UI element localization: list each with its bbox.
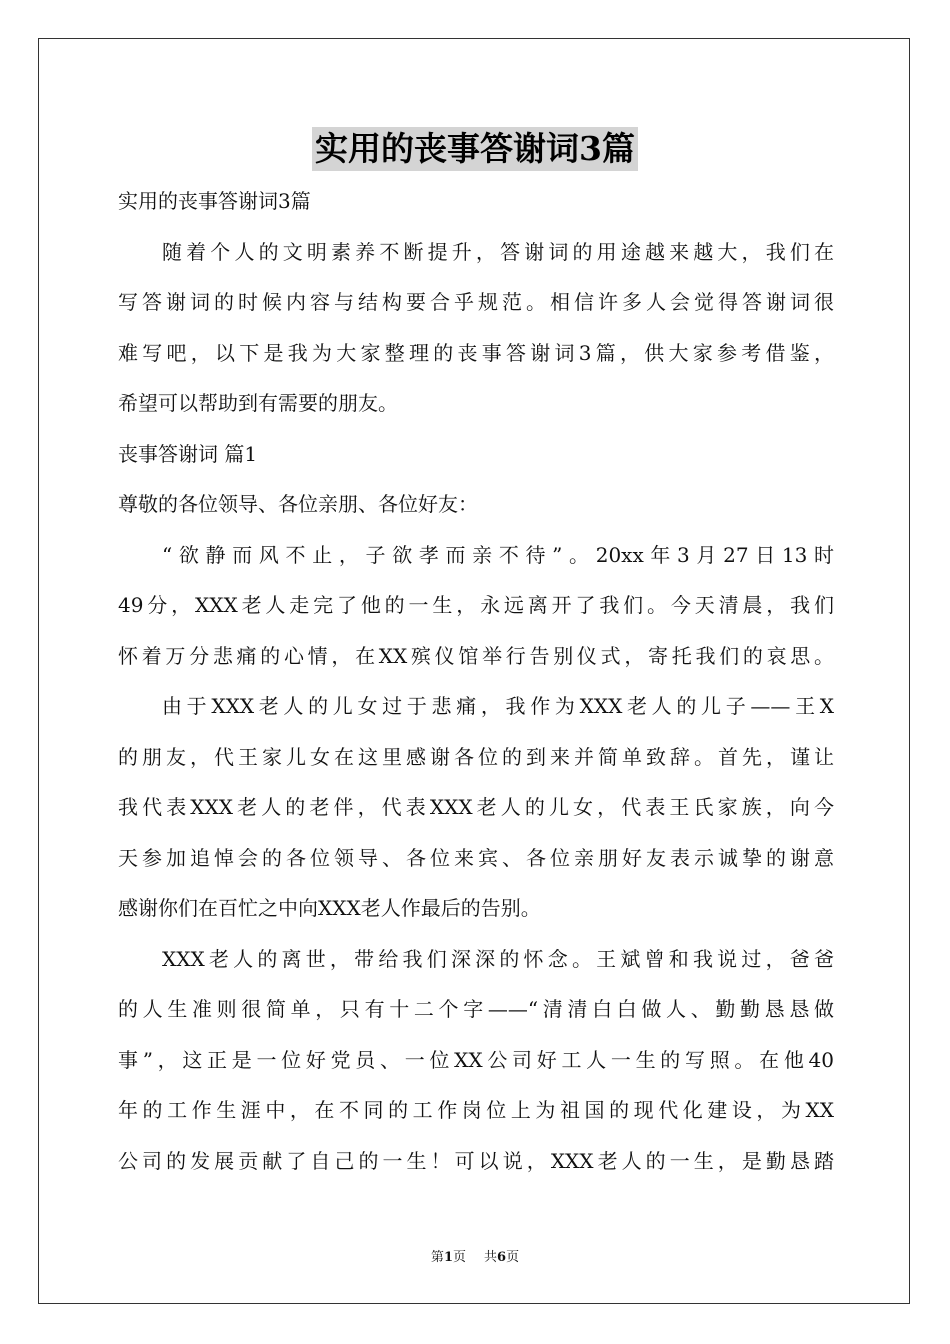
- title-container: [0, 127, 950, 171]
- text-line: 的朋友，代王家儿女在这里感谢各位的到来并简单致辞。首先，谨让: [118, 744, 834, 769]
- footer-total-pages: 6: [497, 1250, 507, 1265]
- text-line: 难写吧，以下是我为大家整理的丧事答谢词3篇，供大家参考借鉴，: [118, 340, 834, 365]
- text-line: 由于XXX老人的儿女过于悲痛，我作为XXX老人的儿子——王X: [162, 694, 834, 718]
- page-footer: [0, 1246, 950, 1265]
- text-line: 感谢你们在百忙之中向XXX老人作最后的告别。: [118, 896, 541, 920]
- text-line: 写答谢词的时候内容与结构要合乎规范。相信许多人会觉得答谢词很: [118, 290, 834, 314]
- text-line: 我代表XXX老人的老伴，代表XXX老人的儿女，代表王氏家族，向今: [118, 795, 834, 819]
- text-line: 事”，这正是一位好党员、一位XX公司好工人一生的写照。在他40: [118, 1047, 834, 1072]
- text-line: 天参加追悼会的各位领导、各位来宾、各位亲朋好友表示诚挚的谢意: [118, 845, 834, 870]
- text-line: 随着个人的文明素养不断提升，答谢词的用途越来越大，我们在: [162, 239, 834, 264]
- text-line: 49分，XXX老人走完了他的一生，永远离开了我们。今天清晨，我们: [118, 593, 834, 617]
- text-line: 年的工作生涯中，在不同的工作岗位上为祖国的现代化建设，为XX: [118, 1098, 834, 1122]
- document-body: [118, 176, 834, 1186]
- footer-page-prefix: 第: [430, 1250, 444, 1265]
- text-line: XXX老人的离世，带给我们深深的怀念。王斌曾和我说过，爸爸: [162, 946, 834, 971]
- text-line: 实用的丧事答谢词3篇: [118, 189, 311, 213]
- text-line: 希望可以帮助到有需要的朋友。: [118, 391, 398, 415]
- text-line: 公司的发展贡献了自己的一生！可以说，XXX老人的一生，是勤恳踏: [118, 1148, 834, 1173]
- text-line: 的人生准则很简单，只有十二个字——“清清白白做人、勤勤恳恳做: [118, 997, 834, 1021]
- text-line: 丧事答谢词 篇1: [118, 441, 258, 466]
- document-title: 实用的丧事答谢词3篇: [312, 127, 638, 171]
- footer-total-prefix: 共: [484, 1250, 498, 1265]
- footer-page-suffix: 页: [452, 1250, 466, 1265]
- text-line: “欲静而风不止，子欲孝而亲不待”。20xx年3月27日13时: [162, 542, 834, 567]
- footer-total-suffix: 页: [506, 1250, 520, 1265]
- text-line: 尊敬的各位领导、各位亲朋、各位好友：: [118, 492, 478, 516]
- footer-current-page: 1: [443, 1250, 453, 1265]
- text-line: 怀着万分悲痛的心情，在XX殡仪馆举行告别仪式，寄托我们的哀思。: [118, 643, 834, 668]
